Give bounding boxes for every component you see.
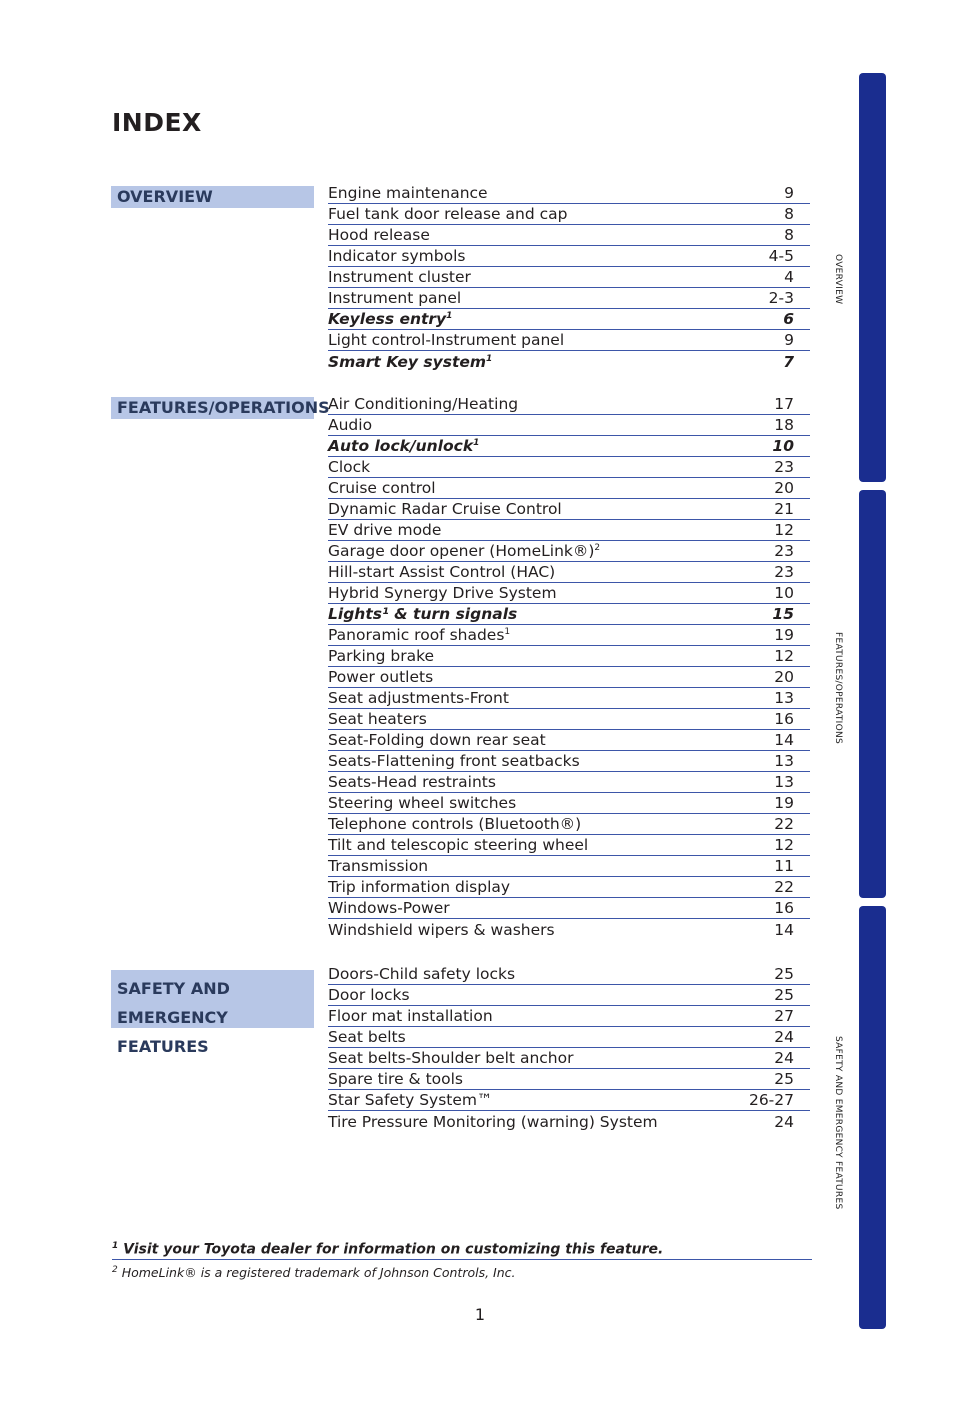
- index-entry: [328, 183, 810, 204]
- index-entry-text: Tilt and telescopic steering wheel: [328, 836, 589, 854]
- index-entry-page: 27: [774, 1007, 794, 1025]
- overview-entries: [328, 183, 810, 372]
- index-entry: [328, 604, 810, 625]
- index-entry-page: 25: [774, 1070, 794, 1088]
- index-entry-name: [328, 521, 441, 540]
- index-entry: [328, 520, 810, 541]
- index-entry: [328, 246, 810, 267]
- index-entry-page: 24: [774, 1113, 794, 1131]
- index-entry-page: 19: [774, 794, 794, 812]
- index-entry-name: [328, 289, 461, 308]
- index-entry-page: 25: [774, 965, 794, 983]
- index-entry-name: [328, 310, 452, 329]
- index-entry-name: [328, 668, 433, 687]
- index-entry: [328, 288, 810, 309]
- index-entry-name: [328, 605, 517, 624]
- index-entry-text: Instrument panel: [328, 289, 462, 307]
- index-entry-name: [328, 1091, 493, 1110]
- index-entry-page: 24: [774, 1049, 794, 1067]
- index-entry-text: Instrument cluster: [328, 268, 471, 286]
- footnote-text: Visit your Toyota dealer for information on customizing this feature.: [118, 1241, 664, 1258]
- index-entry-page: 10: [774, 584, 794, 602]
- index-entry-name: [328, 458, 370, 477]
- index-entry-text: Doors-Child safety locks: [328, 965, 516, 983]
- index-entry-page: 16: [774, 899, 794, 917]
- index-entry: [328, 667, 810, 688]
- footnote-ref: 2: [594, 543, 601, 553]
- index-entry-text: Smart Key system: [328, 353, 487, 371]
- footnote-text: HomeLink® is a registered trademark of Johnson Controls, Inc.: [117, 1265, 516, 1281]
- index-entry: [328, 835, 810, 856]
- index-entry-page: 7: [783, 353, 794, 371]
- index-entry: [328, 919, 810, 940]
- index-entry-name: [328, 584, 557, 603]
- index-entry-page: 23: [774, 458, 794, 476]
- index-entry-page: 24: [774, 1028, 794, 1046]
- index-entry-page: 8: [784, 226, 794, 244]
- index-entry-text: Windows-Power: [328, 899, 450, 917]
- index-entry-name: [328, 689, 509, 708]
- index-entry-page: 2-3: [768, 289, 794, 307]
- index-entry-name: [328, 899, 450, 918]
- index-entry: [328, 625, 810, 646]
- index-entry-page: 6: [783, 310, 794, 328]
- index-entry-page: 25: [774, 986, 794, 1004]
- index-entry-page: 9: [784, 331, 794, 349]
- index-entry-text: Lights¹ & turn signals: [328, 605, 518, 623]
- index-entry-name: [328, 857, 428, 876]
- index-entry: [328, 394, 810, 415]
- index-entry-text: Fuel tank door release and cap: [328, 205, 568, 223]
- index-entry: [328, 499, 810, 520]
- index-entry-name: [328, 353, 492, 372]
- index-entry-text: Keyless entry: [328, 310, 447, 328]
- footnote-ref: 1: [446, 311, 453, 321]
- page-title: INDEX: [112, 108, 202, 137]
- section-label-safety-emergency: [111, 970, 314, 1056]
- index-entry-page: 15: [772, 605, 794, 623]
- index-entry-text: Seat-Folding down rear seat: [328, 731, 546, 749]
- index-entry-page: 13: [774, 689, 794, 707]
- index-entry: [328, 814, 810, 835]
- side-tab-label-safety-emergency: SAFETY AND EMERGENCY FEATURES: [833, 1036, 843, 1210]
- index-entry-page: 18: [774, 416, 794, 434]
- index-entry-text: Seat heaters: [328, 710, 427, 728]
- index-entry-name: [328, 226, 430, 245]
- index-entry: [328, 730, 810, 751]
- index-entry-page: 13: [774, 752, 794, 770]
- index-entry-name: [328, 626, 510, 645]
- index-entry-page: 17: [774, 395, 794, 413]
- index-entry-text: Seat belts-Shoulder belt anchor: [328, 1049, 574, 1067]
- footnote-ref: 1: [473, 438, 480, 448]
- side-tab-label-features-operations: FEATURES/OPERATIONS: [833, 632, 843, 745]
- index-entry: [328, 877, 810, 898]
- index-entry: [328, 1111, 810, 1132]
- index-entry-name: [328, 331, 564, 350]
- index-entry: [328, 1006, 810, 1027]
- index-entry-page: 14: [774, 731, 794, 749]
- index-entry-page: 20: [774, 479, 794, 497]
- index-entry-name: [328, 205, 567, 224]
- index-entry: [328, 856, 810, 877]
- index-entry-text: Windshield wipers & washers: [328, 921, 555, 939]
- index-entry-text: Floor mat installation: [328, 1007, 493, 1025]
- index-entry-page: 22: [774, 815, 794, 833]
- footnote-marker: 2: [112, 1265, 118, 1275]
- index-entry-name: [328, 1028, 406, 1047]
- index-entry-page: 23: [774, 542, 794, 560]
- index-entry-page: 4-5: [768, 247, 794, 265]
- index-entry-page: 10: [772, 437, 794, 455]
- side-tab-label-overview: OVERVIEW: [833, 254, 843, 305]
- safety-emergency-entries: [328, 964, 810, 1132]
- index-entry: [328, 541, 810, 562]
- features-operations-entries: [328, 394, 810, 940]
- index-entry-page: 11: [774, 857, 794, 875]
- index-entry-text: Seats-Head restraints: [328, 773, 496, 791]
- index-entry: [328, 478, 810, 499]
- index-entry-page: 12: [774, 647, 794, 665]
- index-entry-name: [328, 479, 436, 498]
- index-entry-text: Door locks: [328, 986, 410, 1004]
- index-entry: [328, 309, 810, 330]
- index-entry-page: 14: [774, 921, 794, 939]
- index-entry-name: [328, 395, 518, 414]
- index-entry-text: Garage door opener (HomeLink®): [328, 542, 595, 560]
- section-label-line: EMERGENCY FEATURES: [117, 1008, 228, 1056]
- index-entry-name: [328, 1070, 463, 1089]
- index-entry: [328, 330, 810, 351]
- index-entry-page: 13: [774, 773, 794, 791]
- index-entry-page: 19: [774, 626, 794, 644]
- index-entry-text: Parking brake: [328, 647, 435, 665]
- index-entry-name: [328, 268, 471, 287]
- index-entry: [328, 985, 810, 1006]
- index-entry-name: [328, 647, 434, 666]
- index-entry-text: Light control-Instrument panel: [328, 331, 565, 349]
- index-entry: [328, 964, 810, 985]
- index-entry-name: [328, 563, 555, 582]
- index-entry-name: [328, 1113, 658, 1132]
- footnote-1: [112, 1241, 812, 1260]
- index-entry-page: 20: [774, 668, 794, 686]
- index-entry: [328, 351, 810, 372]
- index-entry-text: Hood release: [328, 226, 430, 244]
- index-entry-name: [328, 247, 465, 266]
- section-label-features-operations: FEATURES/OPERATIONS: [111, 397, 314, 419]
- index-entry-page: 16: [774, 710, 794, 728]
- index-entry: [328, 688, 810, 709]
- index-entry-page: 23: [774, 563, 794, 581]
- index-entry-name: [328, 542, 600, 561]
- index-entry-page: 22: [774, 878, 794, 896]
- index-entry-page: 9: [784, 184, 794, 202]
- section-label-overview: OVERVIEW: [111, 186, 314, 208]
- index-entry-name: [328, 710, 427, 729]
- index-entry-text: Panoramic roof shades: [328, 626, 505, 644]
- index-entry: [328, 204, 810, 225]
- index-entry-name: [328, 921, 555, 940]
- index-entry: [328, 1069, 810, 1090]
- section-label-line: SAFETY AND: [117, 979, 230, 998]
- index-entry: [328, 1090, 810, 1111]
- footnote-ref: 1: [504, 627, 511, 637]
- footnote-ref: 1: [486, 354, 493, 364]
- index-entry: [328, 562, 810, 583]
- index-entry-text: Clock: [328, 458, 371, 476]
- index-entry-page: 12: [774, 521, 794, 539]
- index-entry: [328, 772, 810, 793]
- index-entry-name: [328, 500, 562, 519]
- index-entry-text: Seat adjustments-Front: [328, 689, 509, 707]
- index-entry-name: [328, 773, 496, 792]
- index-entry: [328, 267, 810, 288]
- index-entry-text: Hill-start Assist Control (HAC): [328, 563, 556, 581]
- side-tab-features-operations[interactable]: [859, 490, 886, 898]
- index-entry-text: Seat belts: [328, 1028, 406, 1046]
- side-tab-overview[interactable]: [859, 73, 886, 482]
- index-entry-text: Telephone controls (Bluetooth®): [328, 815, 582, 833]
- index-entry-text: Hybrid Synergy Drive System: [328, 584, 557, 602]
- index-entry-text: Dynamic Radar Cruise Control: [328, 500, 562, 518]
- index-entry: [328, 1027, 810, 1048]
- index-entry: [328, 457, 810, 478]
- index-entry-text: Air Conditioning/Heating: [328, 395, 519, 413]
- index-entry-text: Power outlets: [328, 668, 434, 686]
- index-entry-text: Tire Pressure Monitoring (warning) System: [328, 1113, 658, 1131]
- index-entry-name: [328, 836, 588, 855]
- index-entry-name: [328, 1049, 573, 1068]
- index-entry-text: Audio: [328, 416, 373, 434]
- index-entry-name: [328, 731, 546, 750]
- index-entry-text: Cruise control: [328, 479, 436, 497]
- index-entry-name: [328, 752, 580, 771]
- index-entry-name: [328, 878, 510, 897]
- footnote-2: [112, 1265, 516, 1280]
- index-entry-name: [328, 184, 488, 203]
- index-entry-text: Star Safety System™: [328, 1091, 493, 1109]
- page-number: 1: [474, 1305, 486, 1324]
- index-entry-text: Auto lock/unlock: [328, 437, 474, 455]
- index-entry: [328, 583, 810, 604]
- index-entry: [328, 225, 810, 246]
- index-entry-name: [328, 965, 515, 984]
- index-entry-text: Seats-Flattening front seatbacks: [328, 752, 580, 770]
- index-entry-text: EV drive mode: [328, 521, 442, 539]
- index-entry: [328, 415, 810, 436]
- index-entry-name: [328, 1007, 493, 1026]
- index-entry-page: 12: [774, 836, 794, 854]
- index-entry-page: 21: [774, 500, 794, 518]
- index-entry: [328, 898, 810, 919]
- index-entry-name: [328, 815, 581, 834]
- index-entry-text: Transmission: [328, 857, 429, 875]
- footnote-marker: 1: [112, 1241, 119, 1251]
- index-entry-page: 8: [784, 205, 794, 223]
- index-entry: [328, 646, 810, 667]
- index-entry-text: Indicator symbols: [328, 247, 466, 265]
- index-entry-name: [328, 794, 516, 813]
- index-entry-text: Spare tire & tools: [328, 1070, 463, 1088]
- index-entry: [328, 709, 810, 730]
- index-entry: [328, 1048, 810, 1069]
- index-entry-name: [328, 437, 479, 456]
- index-entry-name: [328, 986, 410, 1005]
- index-entry: [328, 436, 810, 457]
- index-entry: [328, 793, 810, 814]
- index-entry-text: Steering wheel switches: [328, 794, 517, 812]
- side-tab-safety-emergency[interactable]: [859, 906, 886, 1329]
- index-entry-name: [328, 416, 372, 435]
- index-entry: [328, 751, 810, 772]
- index-entry-page: 26-27: [748, 1091, 794, 1109]
- index-entry-text: Engine maintenance: [328, 184, 488, 202]
- index-entry-text: Trip information display: [328, 878, 511, 896]
- index-entry-page: 4: [784, 268, 794, 286]
